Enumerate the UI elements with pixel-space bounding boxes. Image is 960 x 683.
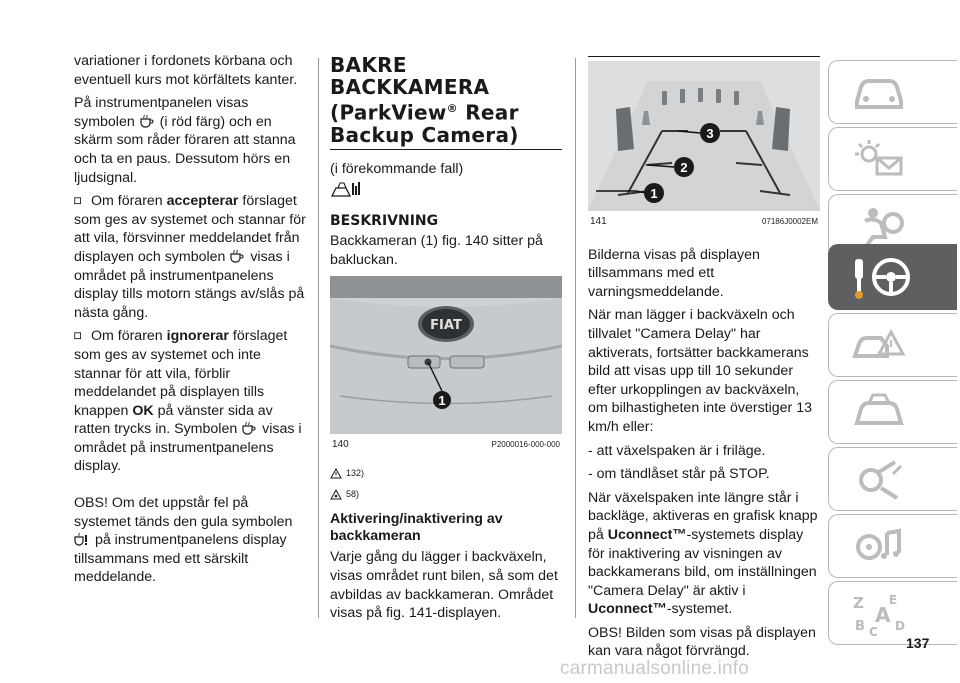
paragraph-activation: Varje gång du lägger i backväxeln, visas området runt bilen, så som det avbildas av backkameran. Området visas på fig. 141-displayen. <box>330 549 558 622</box>
paragraph-stop: - om tändlåset står på STOP. <box>588 466 770 483</box>
coffee-cup-icon <box>241 421 256 435</box>
coffee-cup-red-icon <box>139 114 154 128</box>
chapter-tab-maintenance[interactable] <box>828 380 957 444</box>
callout-3-label: 3 <box>706 126 714 141</box>
chapter-tab-multimedia[interactable] <box>828 514 957 578</box>
warning-ref-1: 132) <box>330 464 562 483</box>
figure-141 <box>588 61 820 211</box>
paragraph-neutral: - att växelspaken är i friläge. <box>588 442 766 459</box>
svg-text:E: E <box>889 593 898 607</box>
tools-icon <box>851 458 907 500</box>
column-1 <box>74 52 306 592</box>
bullet-square-icon <box>74 328 85 342</box>
title-rule <box>330 149 562 150</box>
warning-ref-2: 58) <box>330 485 562 504</box>
paragraph-fault: OBS! Om det uppstår fel på systemet tänds den gula symbolen på instrumentpanelens display tillsammans med ett särskilt meddelande. <box>74 495 293 586</box>
paragraph-description: Backkameran (1) fig. 140 sitter på bakluckan. <box>330 233 543 269</box>
column-2 <box>330 54 562 628</box>
figure-140 <box>330 276 562 434</box>
safety-airbag-icon <box>851 205 907 247</box>
callout-1-label: 1 <box>650 186 658 201</box>
bullet-square-icon <box>74 193 85 207</box>
watermark: carmanualsonline.info <box>560 658 750 679</box>
chapter-tab-starting-driving[interactable] <box>828 244 957 310</box>
subtitle-optional: (i förekommande fall) <box>330 160 464 177</box>
key-steering-wheel-icon <box>851 255 921 301</box>
chapter-tab-warning-lights[interactable] <box>828 127 957 191</box>
car-dashboard-icon <box>851 71 907 113</box>
svg-text:B: B <box>855 619 865 634</box>
paragraph-uconnect: När växelspaken inte längre står i backläge, aktiveras en grafisk knapp på Uconnect™-systemets display för inaktivering av visningen av backkamerans bild, om inställningen "Camera Delay" är aktiv i Uconnect™-systemet. <box>588 489 818 618</box>
svg-text:D: D <box>895 619 905 633</box>
callout-1-label: 1 <box>438 392 446 408</box>
column-divider-2 <box>575 58 576 618</box>
svg-text:Z: Z <box>853 594 864 612</box>
paragraph-lane-variation: variationer i fordonets körbana och eventuell kurs mot körfältets kanter. <box>74 53 298 88</box>
figure-top-rule <box>588 56 820 57</box>
page-number: 137 <box>906 635 930 651</box>
chapter-tab-index[interactable] <box>828 581 957 645</box>
paragraph-images: Bilderna visas på displayen tillsammans med ett varningsmeddelande. <box>588 246 760 300</box>
chapter-tab-emergency[interactable] <box>828 313 957 377</box>
alphabet-index-icon <box>851 592 911 638</box>
callout-2-label: 2 <box>680 160 688 175</box>
warning-triangle-icon <box>330 468 342 479</box>
figure-140-caption: 140 P2000016-000-000 <box>332 438 560 450</box>
chapter-tab-technical[interactable] <box>828 447 957 511</box>
paragraph-distortion: OBS! Bilden som visas på displayen kan vara något förvrängd. <box>588 624 816 660</box>
tailgate-camera-image <box>330 276 562 434</box>
fiat-logo: FIAT <box>430 317 462 333</box>
heading-activation: Aktivering/inaktivering av backkameran <box>330 511 503 545</box>
optional-equipment-icon <box>330 180 362 198</box>
paragraph-accept: Om föraren accepterar förslaget som ges av systemet och stannar för att vila, försvinner meddelandet från displayen och symbolen visas i området på instrumentpanelens display tills motorn stängs av/slås på nästa gång. <box>74 193 306 321</box>
hand-warning-icon <box>330 489 342 500</box>
heading-beskrivning: BESKRIVNING <box>330 212 439 229</box>
maintenance-car-icon <box>851 391 907 433</box>
paragraph-camera-delay: När man lägger i backväxeln och tillvalet "Camera Delay" har aktiverats, fortsätter backkamerans bild att visas upp till 10 sekunder efter urkopplingen av backväxeln, om bilhastigheten inte överstiger 13 km/h eller: <box>588 307 812 435</box>
emergency-car-icon <box>851 324 907 366</box>
multimedia-icon <box>851 525 907 567</box>
figure-141-caption: 141 07186J0002EM <box>590 216 818 227</box>
svg-text:C: C <box>869 625 878 638</box>
column-3 <box>588 54 820 666</box>
column-divider-1 <box>318 58 319 618</box>
section-title: BAKRE BACKKAMERA (ParkView® Rear Backup Camera) <box>330 53 519 147</box>
svg-text:A: A <box>875 603 891 627</box>
chapter-tab-dashboard[interactable] <box>828 60 957 124</box>
rear-camera-display-image <box>588 61 820 211</box>
paragraph-red-symbol: På instrumentpanelen visas symbolen (i röd färg) och en skärm som råder föraren att stanna och ta en paus. Dessutom hörs en ljudsignal. <box>74 95 296 186</box>
warning-lights-icon <box>851 138 907 180</box>
paragraph-ignore: Om föraren ignorerar förslaget som ges av systemet och inte stannar för att vila, förblir meddelandet på displayen tills knappen OK på vänster sida av ratten trycks in. Symbolen visas i området på instrumentpanelens display. <box>74 328 302 475</box>
coffee-cup-icon <box>229 249 244 263</box>
coffee-cup-fault-icon <box>74 532 89 546</box>
